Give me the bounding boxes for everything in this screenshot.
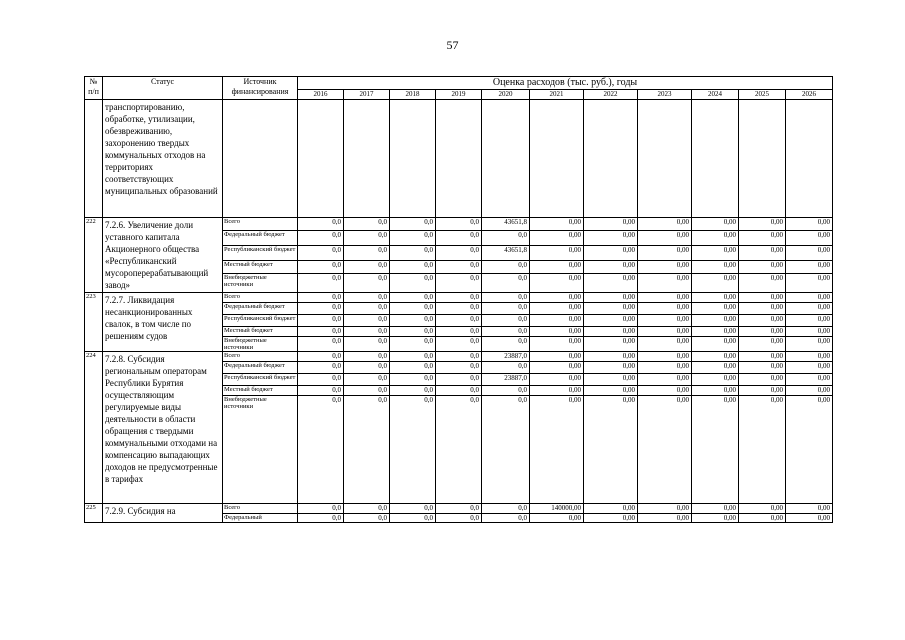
amount-cell: 0,00 bbox=[692, 303, 739, 315]
row-number: 223 bbox=[85, 293, 103, 352]
amount-cell: 0,00 bbox=[530, 245, 584, 260]
expenditure-table bbox=[84, 76, 833, 523]
amount-cell: 0,0 bbox=[390, 362, 436, 374]
amount-cell: 0,00 bbox=[638, 230, 692, 245]
amount-cell: 0,00 bbox=[786, 514, 833, 523]
funding-source: Федеральный бюджет bbox=[223, 303, 298, 315]
amount-cell: 0,00 bbox=[786, 362, 833, 374]
amount-cell: 0,0 bbox=[344, 337, 390, 352]
amount-cell: 0,0 bbox=[436, 315, 482, 327]
amount-cell: 0,00 bbox=[739, 245, 786, 260]
amount-cell: 0,00 bbox=[739, 218, 786, 231]
amount-cell: 0,00 bbox=[692, 386, 739, 396]
amount-cell: 0,0 bbox=[436, 293, 482, 303]
funding-source: Республиканский бюджет bbox=[223, 315, 298, 327]
amount-cell: 23887,0 bbox=[482, 352, 530, 362]
amount-cell: 0,0 bbox=[482, 386, 530, 396]
amount-cell: 0,00 bbox=[692, 218, 739, 231]
amount-cell: 0,0 bbox=[390, 327, 436, 337]
amount-cell: 0,00 bbox=[638, 293, 692, 303]
amount-cell: 0,00 bbox=[786, 352, 833, 362]
funding-source: Местный бюджет bbox=[223, 261, 298, 274]
amount-cell: 0,0 bbox=[344, 396, 390, 504]
amount-cell: 0,00 bbox=[530, 362, 584, 374]
amount-cell: 0,00 bbox=[786, 230, 833, 245]
amount-cell: 0,0 bbox=[298, 337, 344, 352]
amount-cell: 0,00 bbox=[584, 514, 638, 523]
amount-cell: 0,0 bbox=[390, 396, 436, 504]
amount-cell: 0,00 bbox=[692, 293, 739, 303]
amount-cell: 0,00 bbox=[638, 218, 692, 231]
amount-cell: 0,00 bbox=[692, 327, 739, 337]
amount-cell: 0,0 bbox=[482, 315, 530, 327]
amount-cell: 0,00 bbox=[739, 230, 786, 245]
amount-cell: 0,0 bbox=[298, 245, 344, 260]
year-header: 2020 bbox=[482, 90, 530, 100]
amount-cell: 0,0 bbox=[390, 261, 436, 274]
amount-cell: 0,00 bbox=[584, 273, 638, 292]
amount-cell: 0,0 bbox=[436, 303, 482, 315]
amount-cell: 0,0 bbox=[344, 218, 390, 231]
amount-cell: 0,00 bbox=[638, 374, 692, 386]
amount-cell: 0,00 bbox=[584, 315, 638, 327]
status-cell: 7.2.7. Ликвидация несанкционированных свалок, в том числе по решениям судов bbox=[103, 293, 223, 352]
continuation-row bbox=[85, 100, 833, 218]
amount-cell: 0,00 bbox=[692, 273, 739, 292]
amount-cell: 0,0 bbox=[344, 352, 390, 362]
amount-cell: 0,0 bbox=[344, 230, 390, 245]
amount-cell: 0,0 bbox=[344, 374, 390, 386]
amount-cell: 0,0 bbox=[436, 273, 482, 292]
status-cell: 7.2.9. Субсидия на bbox=[103, 504, 223, 523]
amount-cell: 0,00 bbox=[692, 245, 739, 260]
amount-cell: 0,00 bbox=[739, 337, 786, 352]
funding-source: Республиканский бюджет bbox=[223, 245, 298, 260]
amount-cell: 0,00 bbox=[638, 261, 692, 274]
amount-cell: 0,0 bbox=[482, 273, 530, 292]
amount-cell: 0,00 bbox=[739, 261, 786, 274]
amount-cell: 0,00 bbox=[786, 293, 833, 303]
amount-cell: 0,00 bbox=[786, 303, 833, 315]
amount-cell: 0,00 bbox=[692, 315, 739, 327]
amount-cell: 0,0 bbox=[344, 245, 390, 260]
amount-cell: 0,00 bbox=[739, 386, 786, 396]
year-header: 2021 bbox=[530, 90, 584, 100]
amount-cell: 0,00 bbox=[530, 303, 584, 315]
amount-cell: 0,0 bbox=[390, 504, 436, 514]
amount-cell: 0,00 bbox=[739, 273, 786, 292]
funding-source: Федеральный бюджет bbox=[223, 362, 298, 374]
header-status: Статус bbox=[103, 77, 223, 100]
year-header: 2024 bbox=[692, 90, 739, 100]
amount-cell: 0,00 bbox=[638, 352, 692, 362]
amount-cell: 0,00 bbox=[739, 396, 786, 504]
amount-cell: 0,0 bbox=[482, 337, 530, 352]
amount-cell: 140000,00 bbox=[530, 504, 584, 514]
row-number: 224 bbox=[85, 352, 103, 504]
funding-source: Внебюджетные источники bbox=[223, 396, 298, 504]
amount-cell: 0,00 bbox=[692, 230, 739, 245]
amount-cell: 0,00 bbox=[584, 396, 638, 504]
amount-cell: 0,00 bbox=[638, 273, 692, 292]
amount-cell: 0,0 bbox=[436, 230, 482, 245]
amount-cell: 0,00 bbox=[638, 396, 692, 504]
amount-cell: 0,00 bbox=[692, 504, 739, 514]
amount-cell: 0,0 bbox=[482, 261, 530, 274]
continued-status-text: транспортированию, обработке, утилизации, обезвреживанию, захоронению твердых коммунальных отходов на территориях соответствующих муниципальных образований bbox=[103, 100, 223, 218]
amount-cell: 0,00 bbox=[739, 362, 786, 374]
amount-cell: 0,00 bbox=[692, 396, 739, 504]
amount-cell: 0,00 bbox=[530, 374, 584, 386]
amount-cell: 0,00 bbox=[584, 352, 638, 362]
amount-cell: 0,0 bbox=[390, 352, 436, 362]
amount-cell: 0,0 bbox=[390, 293, 436, 303]
amount-cell: 43651,8 bbox=[482, 245, 530, 260]
amount-cell: 0,0 bbox=[390, 303, 436, 315]
funding-source: Местный бюджет bbox=[223, 327, 298, 337]
amount-cell: 0,0 bbox=[298, 230, 344, 245]
amount-cell: 0,0 bbox=[298, 303, 344, 315]
amount-cell: 0,00 bbox=[739, 293, 786, 303]
amount-cell: 0,0 bbox=[298, 261, 344, 274]
table-row bbox=[85, 504, 833, 514]
amount-cell: 0,00 bbox=[584, 337, 638, 352]
amount-cell: 0,00 bbox=[739, 352, 786, 362]
funding-source: Местный бюджет bbox=[223, 386, 298, 396]
table-body bbox=[85, 100, 833, 523]
amount-cell: 0,0 bbox=[298, 352, 344, 362]
amount-cell: 0,0 bbox=[298, 362, 344, 374]
year-header: 2026 bbox=[786, 90, 833, 100]
amount-cell: 0,0 bbox=[436, 218, 482, 231]
amount-cell: 0,0 bbox=[298, 273, 344, 292]
amount-cell: 0,00 bbox=[786, 245, 833, 260]
amount-cell: 0,00 bbox=[584, 218, 638, 231]
year-header: 2018 bbox=[390, 90, 436, 100]
amount-cell: 0,00 bbox=[530, 230, 584, 245]
amount-cell: 0,0 bbox=[298, 386, 344, 396]
amount-cell: 0,00 bbox=[584, 303, 638, 315]
amount-cell: 0,0 bbox=[344, 327, 390, 337]
amount-cell: 0,00 bbox=[692, 514, 739, 523]
amount-cell: 0,00 bbox=[739, 504, 786, 514]
amount-cell: 0,00 bbox=[786, 261, 833, 274]
amount-cell: 0,00 bbox=[692, 261, 739, 274]
amount-cell: 0,00 bbox=[530, 337, 584, 352]
status-cell: 7.2.8. Субсидия региональным операторам Республики Бурятия осуществляющим регулируемые виды деятельности в области обращения с твердыми коммунальными отходами на компенсацию выпадающих доходов не предусмотренные в тарифах bbox=[103, 352, 223, 504]
amount-cell: 0,0 bbox=[298, 327, 344, 337]
amount-cell: 0,00 bbox=[786, 327, 833, 337]
header-source: Источник финансирования bbox=[223, 77, 298, 100]
amount-cell: 0,00 bbox=[584, 504, 638, 514]
amount-cell: 0,00 bbox=[530, 352, 584, 362]
amount-cell: 0,00 bbox=[739, 514, 786, 523]
amount-cell: 0,0 bbox=[344, 362, 390, 374]
amount-cell: 0,0 bbox=[436, 245, 482, 260]
amount-cell: 0,00 bbox=[638, 362, 692, 374]
amount-cell: 0,00 bbox=[638, 514, 692, 523]
amount-cell: 0,0 bbox=[436, 374, 482, 386]
amount-cell: 0,00 bbox=[584, 245, 638, 260]
page-number: 57 bbox=[446, 38, 459, 52]
amount-cell: 0,00 bbox=[530, 293, 584, 303]
amount-cell: 0,0 bbox=[344, 303, 390, 315]
amount-cell: 0,0 bbox=[390, 230, 436, 245]
amount-cell: 0,00 bbox=[530, 514, 584, 523]
year-header: 2016 bbox=[298, 90, 344, 100]
header-num: № п/п bbox=[85, 77, 103, 100]
amount-cell: 0,0 bbox=[482, 514, 530, 523]
year-header: 2022 bbox=[584, 90, 638, 100]
amount-cell: 0,0 bbox=[436, 327, 482, 337]
year-header: 2025 bbox=[739, 90, 786, 100]
amount-cell: 0,0 bbox=[390, 273, 436, 292]
funding-source: Внебюджетные источники bbox=[223, 273, 298, 292]
amount-cell: 0,0 bbox=[436, 261, 482, 274]
table-row bbox=[85, 218, 833, 231]
amount-cell: 0,00 bbox=[739, 327, 786, 337]
amount-cell: 0,00 bbox=[638, 245, 692, 260]
amount-cell: 0,00 bbox=[739, 315, 786, 327]
amount-cell: 0,0 bbox=[482, 230, 530, 245]
amount-cell: 0,00 bbox=[530, 315, 584, 327]
amount-cell: 0,00 bbox=[692, 374, 739, 386]
amount-cell: 0,0 bbox=[390, 315, 436, 327]
amount-cell: 0,00 bbox=[692, 352, 739, 362]
amount-cell: 0,0 bbox=[390, 374, 436, 386]
amount-cell: 0,0 bbox=[298, 218, 344, 231]
amount-cell: 0,00 bbox=[530, 261, 584, 274]
amount-cell: 0,0 bbox=[298, 374, 344, 386]
amount-cell: 0,00 bbox=[584, 293, 638, 303]
amount-cell: 0,0 bbox=[482, 362, 530, 374]
amount-cell: 0,0 bbox=[298, 293, 344, 303]
amount-cell: 0,0 bbox=[390, 218, 436, 231]
amount-cell: 0,0 bbox=[436, 396, 482, 504]
amount-cell: 0,0 bbox=[344, 386, 390, 396]
year-header: 2023 bbox=[638, 90, 692, 100]
header-estimate: Оценка расходов (тыс. руб.), годы bbox=[298, 77, 833, 90]
amount-cell: 0,0 bbox=[344, 504, 390, 514]
amount-cell: 0,0 bbox=[436, 362, 482, 374]
amount-cell: 0,00 bbox=[786, 396, 833, 504]
amount-cell: 0,00 bbox=[584, 327, 638, 337]
amount-cell: 0,00 bbox=[786, 386, 833, 396]
row-number: 225 bbox=[85, 504, 103, 523]
amount-cell: 0,0 bbox=[436, 337, 482, 352]
amount-cell: 0,00 bbox=[530, 218, 584, 231]
row-number: 222 bbox=[85, 218, 103, 293]
amount-cell: 0,00 bbox=[638, 504, 692, 514]
amount-cell: 0,00 bbox=[584, 230, 638, 245]
amount-cell: 0,00 bbox=[786, 337, 833, 352]
amount-cell: 0,00 bbox=[786, 315, 833, 327]
amount-cell: 0,0 bbox=[344, 315, 390, 327]
funding-source: Всего bbox=[223, 293, 298, 303]
amount-cell: 0,00 bbox=[530, 273, 584, 292]
amount-cell: 0,0 bbox=[436, 514, 482, 523]
amount-cell: 0,00 bbox=[530, 386, 584, 396]
funding-source: Внебюджетные источники bbox=[223, 337, 298, 352]
amount-cell: 0,00 bbox=[584, 261, 638, 274]
amount-cell: 0,00 bbox=[739, 303, 786, 315]
amount-cell: 0,0 bbox=[298, 504, 344, 514]
amount-cell: 0,00 bbox=[584, 386, 638, 396]
amount-cell: 0,0 bbox=[482, 504, 530, 514]
amount-cell: 0,00 bbox=[530, 327, 584, 337]
amount-cell: 0,00 bbox=[638, 303, 692, 315]
funding-source: Всего bbox=[223, 352, 298, 362]
amount-cell: 0,00 bbox=[638, 337, 692, 352]
amount-cell: 0,0 bbox=[482, 303, 530, 315]
year-header: 2019 bbox=[436, 90, 482, 100]
amount-cell: 0,00 bbox=[584, 362, 638, 374]
year-header: 2017 bbox=[344, 90, 390, 100]
amount-cell: 0,0 bbox=[298, 396, 344, 504]
amount-cell: 0,0 bbox=[482, 327, 530, 337]
amount-cell: 23887,0 bbox=[482, 374, 530, 386]
amount-cell: 0,00 bbox=[692, 362, 739, 374]
amount-cell: 0,0 bbox=[436, 352, 482, 362]
amount-cell: 0,00 bbox=[786, 218, 833, 231]
amount-cell: 0,0 bbox=[436, 386, 482, 396]
amount-cell: 0,0 bbox=[344, 293, 390, 303]
funding-source: Всего bbox=[223, 504, 298, 514]
amount-cell: 0,00 bbox=[786, 374, 833, 386]
amount-cell: 0,0 bbox=[482, 396, 530, 504]
amount-cell: 0,00 bbox=[786, 273, 833, 292]
funding-source: Федеральный bbox=[223, 514, 298, 523]
amount-cell: 0,00 bbox=[739, 374, 786, 386]
amount-cell: 0,00 bbox=[638, 386, 692, 396]
funding-source: Республиканский бюджет bbox=[223, 374, 298, 386]
amount-cell: 0,00 bbox=[584, 374, 638, 386]
amount-cell: 0,0 bbox=[390, 514, 436, 523]
amount-cell: 0,0 bbox=[436, 504, 482, 514]
table-row bbox=[85, 293, 833, 303]
funding-source: Федеральный бюджет bbox=[223, 230, 298, 245]
amount-cell: 0,0 bbox=[390, 245, 436, 260]
amount-cell: 0,00 bbox=[638, 315, 692, 327]
status-cell: 7.2.6. Увеличение доли уставного капитала Акционерного общества «Республиканский мусороперерабатывающий завод» bbox=[103, 218, 223, 293]
amount-cell: 0,0 bbox=[344, 514, 390, 523]
amount-cell: 43651,8 bbox=[482, 218, 530, 231]
funding-source: Всего bbox=[223, 218, 298, 231]
amount-cell: 0,0 bbox=[390, 386, 436, 396]
amount-cell: 0,00 bbox=[530, 396, 584, 504]
amount-cell: 0,00 bbox=[786, 504, 833, 514]
amount-cell: 0,0 bbox=[298, 514, 344, 523]
table-row bbox=[85, 352, 833, 362]
amount-cell: 0,00 bbox=[638, 327, 692, 337]
amount-cell: 0,0 bbox=[344, 273, 390, 292]
amount-cell: 0,0 bbox=[482, 293, 530, 303]
amount-cell: 0,00 bbox=[692, 337, 739, 352]
amount-cell: 0,0 bbox=[390, 337, 436, 352]
amount-cell: 0,0 bbox=[298, 315, 344, 327]
amount-cell: 0,0 bbox=[344, 261, 390, 274]
